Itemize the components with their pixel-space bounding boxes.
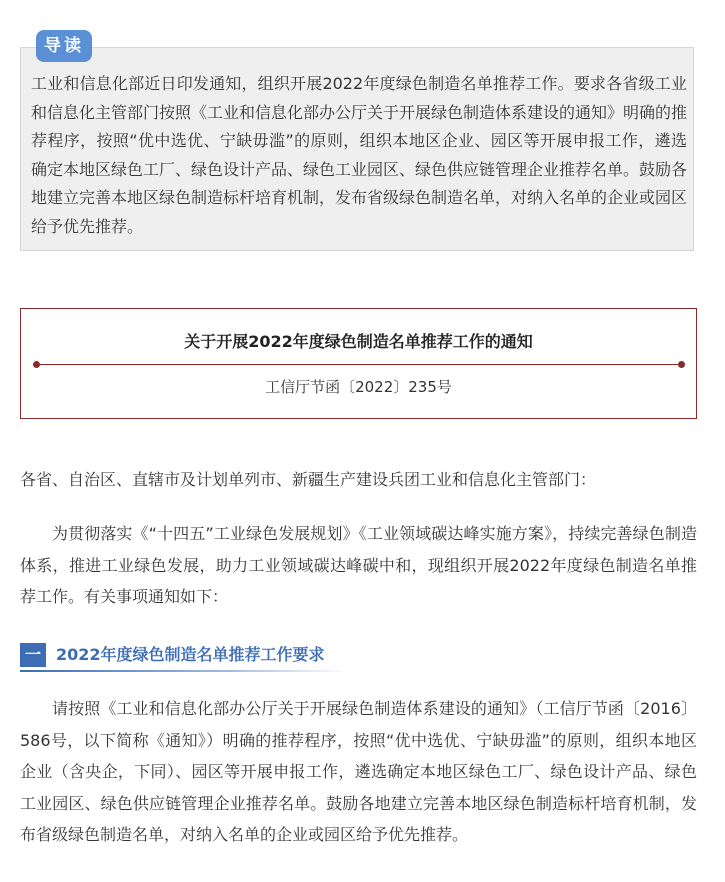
divider-dot-left bbox=[33, 361, 40, 368]
intro-text: 工业和信息化部近日印发通知，组织开展2022年度绿色制造名单推荐工作。要求各省级工业和信息化主管部门按照《工业和信息化部办公厅关于开展绿色制造体系建设的通知》明确的推荐程序，按照“优中选优、宁缺毋滥”的原则，组织本地区企业、园区等开展申报工作，遴选确定本地区绿色工厂、绿色设计产品、绿色工业园区、绿色供应链管理企业推荐名单。鼓励各地建立完善本地区绿色制造标杆培育机制，发布省级绿色制造名单，对纳入名单的企业或园区给予优先推荐。 bbox=[31, 74, 688, 236]
section-title: 2022年度绿色制造名单推荐工作要求 bbox=[56, 645, 325, 664]
addressee: 各省、自治区、直辖市及计划单列市、新疆生产建设兵团工业和信息化主管部门： bbox=[20, 470, 597, 489]
divider-dot-right bbox=[678, 361, 685, 368]
notice-title: 关于开展2022年度绿色制造名单推荐工作的通知 bbox=[184, 332, 533, 351]
section-underline bbox=[20, 670, 350, 672]
intro-paragraph: 为贯彻落实《“十四五”工业绿色发展规划》《工业领域碳达峰实施方案》，持续完善绿色制造体系，推进工业绿色发展，助力工业领域碳达峰碳中和，现组织开展2022年度绿色制造名单推荐工作。有关事项通知如下： bbox=[20, 524, 697, 606]
section-number-badge: 一 bbox=[20, 643, 46, 667]
notice-divider bbox=[36, 364, 682, 365]
section-paragraph: 请按照《工业和信息化部办公厅关于开展绿色制造体系建设的通知》（工信厅节函〔2016〕586号，以下简称《通知》）明确的推荐程序，按照“优中选优、宁缺毋滥”的原则，组织本地区企业（含央企，下同）、园区等开展申报工作，遴选确定本地区绿色工厂、绿色设计产品、绿色工业园区、绿色供应链管理企业推荐名单。鼓励各地建立完善本地区绿色制造标杆培育机制，发布省级绿色制造名单，对纳入名单的企业或园区给予优先推荐。 bbox=[20, 699, 697, 844]
intro-badge: 导读 bbox=[36, 30, 92, 62]
notice-doc-number: 工信厅节函〔2022〕235号 bbox=[265, 378, 452, 396]
